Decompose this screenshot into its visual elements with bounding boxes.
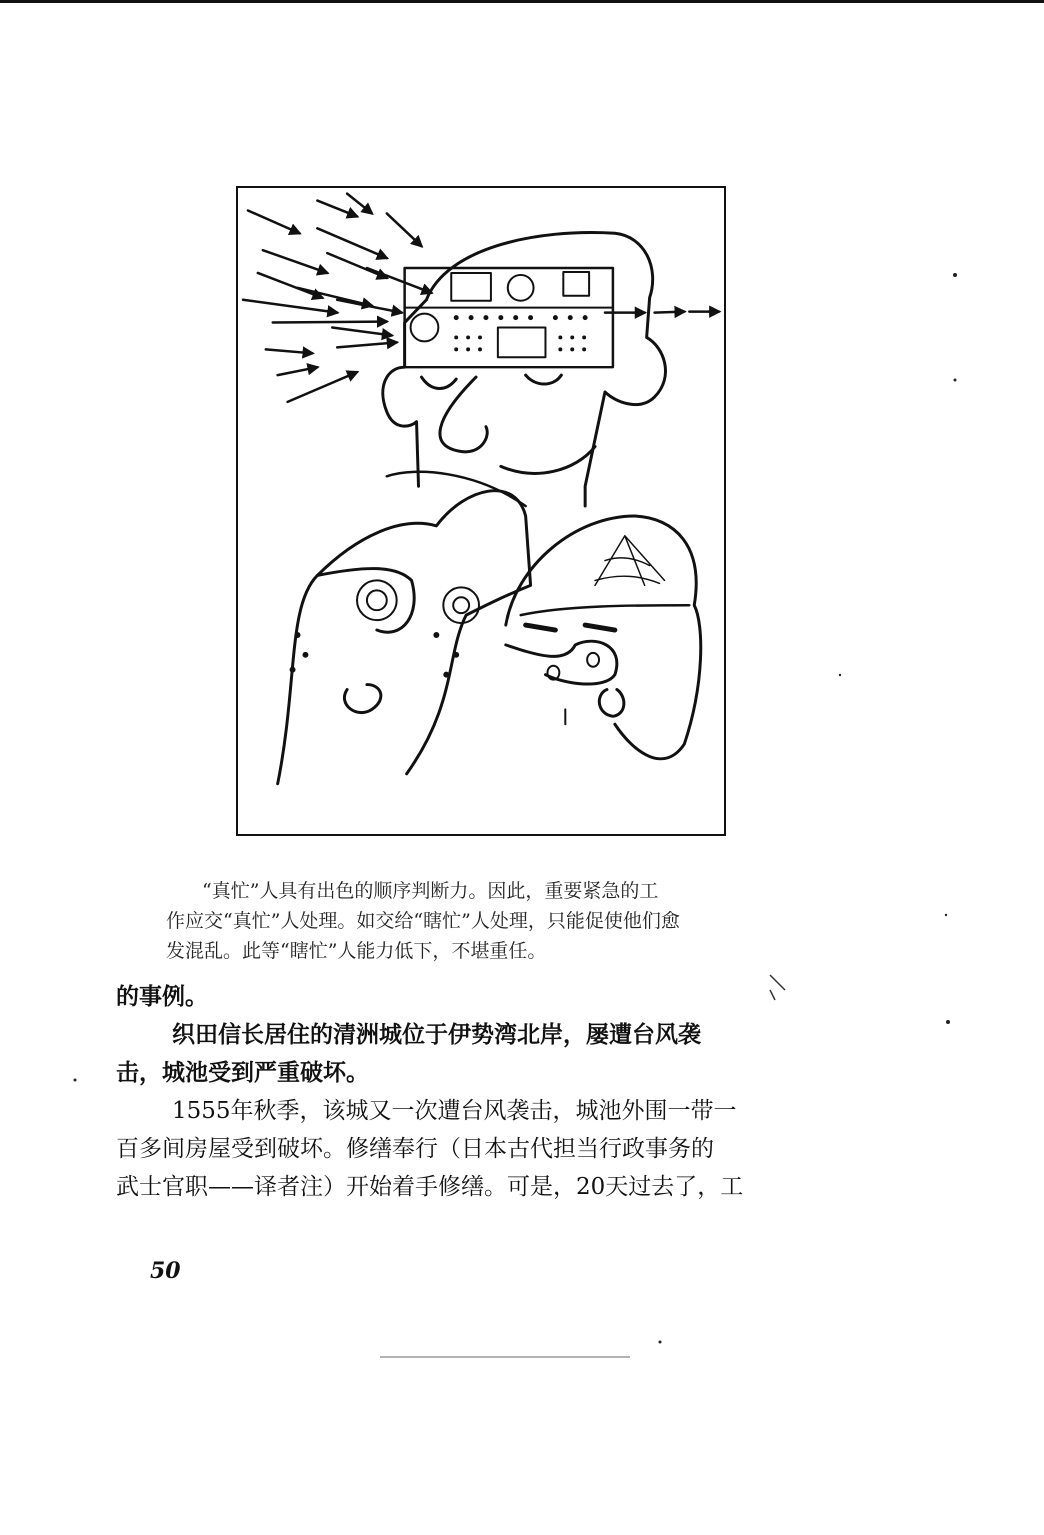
text-line: 击，城池受到严重破坏。 [116,1059,369,1086]
caption-line: 作应交“真忙”人处理。如交给“瞎忙”人处理，只能促使他们愈 [166,910,680,932]
caption-line: 发混乱。此等“瞎忙”人能力低下，不堪重任。 [166,940,547,962]
left-head [278,491,531,784]
right-head [506,516,701,759]
caption-line: “真忙”人具有出色的顺序判断力。因此，重要紧急的工 [202,880,659,902]
text-line: 的事例。 [116,983,208,1010]
spider-web [595,536,664,586]
paragraph [116,1016,836,1092]
text-line: 织田信长居住的清洲城位于伊势湾北岸，屡遭台风袭 [172,1021,701,1048]
paragraph [116,1092,836,1206]
incoming-arrows [243,194,719,402]
body-text [116,978,836,1206]
text-line: 百多间房屋受到破坏。修缮奉行（日本古代担当行政事务的 [116,1136,714,1162]
text-line: 武士官职——译者注）开始着手修缮。可是，20天过去了，工 [116,1174,744,1200]
cartoon-illustration [236,186,726,836]
page-number: 50 [150,1258,181,1284]
top-rule [0,0,1044,3]
paragraph [116,978,836,1016]
text-line: 1555年秋季，该城又一次遭台风袭击，城池外围一带一 [172,1098,737,1124]
figure-caption [166,876,806,966]
